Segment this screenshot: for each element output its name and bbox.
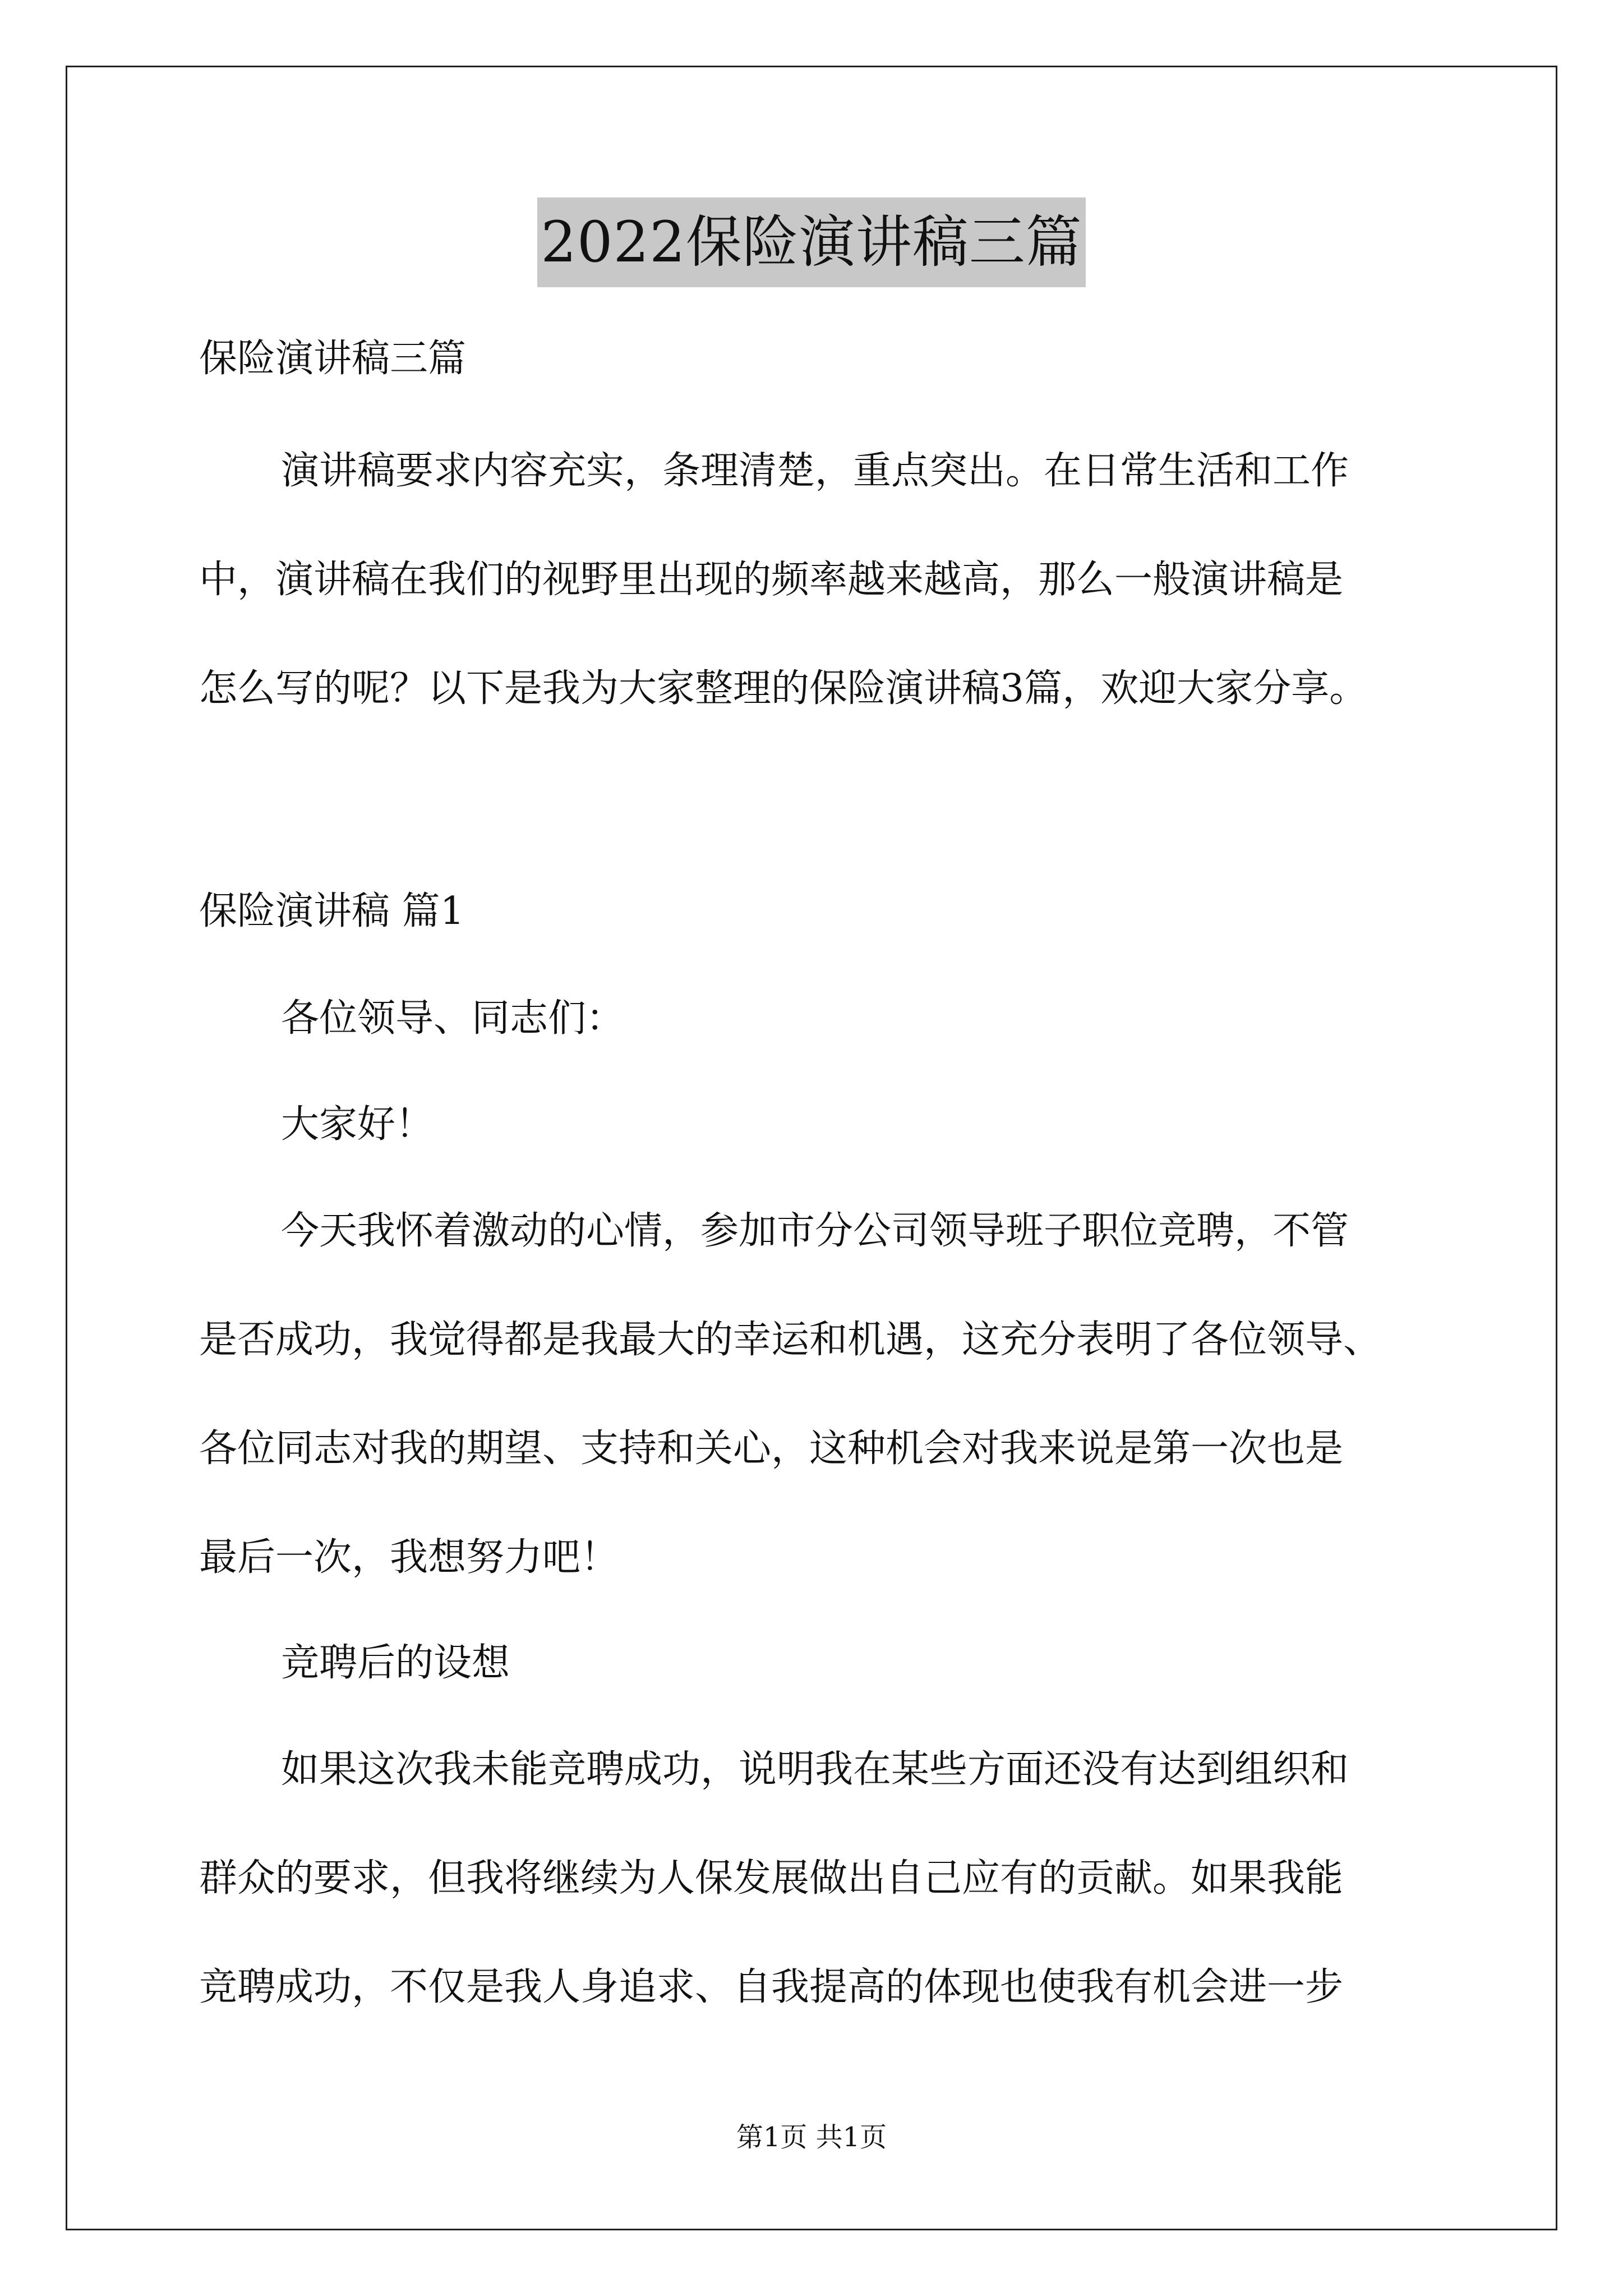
subheading-text: 竞聘后的设想 [281,1641,510,1685]
paragraph-line: 如果这次我未能竞聘成功，说明我在某些方面还没有达到组织和 [281,1747,1349,1792]
paragraph-line: 群众的要求，但我将继续为人保发展做出自己应有的贡献。如果我能 [199,1856,1344,1901]
intro-line: 怎么写的呢？以下是我为大家整理的保险演讲稿3篇，欢迎大家分享。 [199,666,1368,711]
paragraph-line: 是否成功，我觉得都是我最大的幸运和机遇，这充分表明了各位领导、 [199,1318,1382,1362]
paragraph-line: 最后一次，我想努力吧！ [199,1535,619,1580]
document-title: 2022保险演讲稿三篇 [537,197,1086,287]
intro-line: 中，演讲稿在我们的视野里出现的频率越来越高，那么一般演讲稿是 [199,558,1344,602]
paragraph-line: 竞聘成功，不仅是我人身追求、自我提高的体现也使我有机会进一步 [199,1965,1344,2009]
subtitle-text: 保险演讲稿三篇 [199,337,467,381]
page-border [66,66,1557,2230]
page-number: 第1页 共1页 [736,2122,887,2153]
paragraph-line: 各位同志对我的期望、支持和关心，这种机会对我来说是第一次也是 [199,1427,1344,1471]
section-heading-text: 保险演讲稿 篇1 [199,889,464,933]
page-footer [0,2120,1623,2154]
salutation-text: 各位领导、同志们： [281,996,625,1041]
greeting-text: 大家好！ [281,1102,434,1147]
title-container [0,197,1623,287]
paragraph-line: 今天我怀着激动的心情，参加市分公司领导班子职位竞聘，不管 [281,1209,1349,1253]
intro-line: 演讲稿要求内容充实，条理清楚，重点突出。在日常生活和工作 [281,449,1349,493]
